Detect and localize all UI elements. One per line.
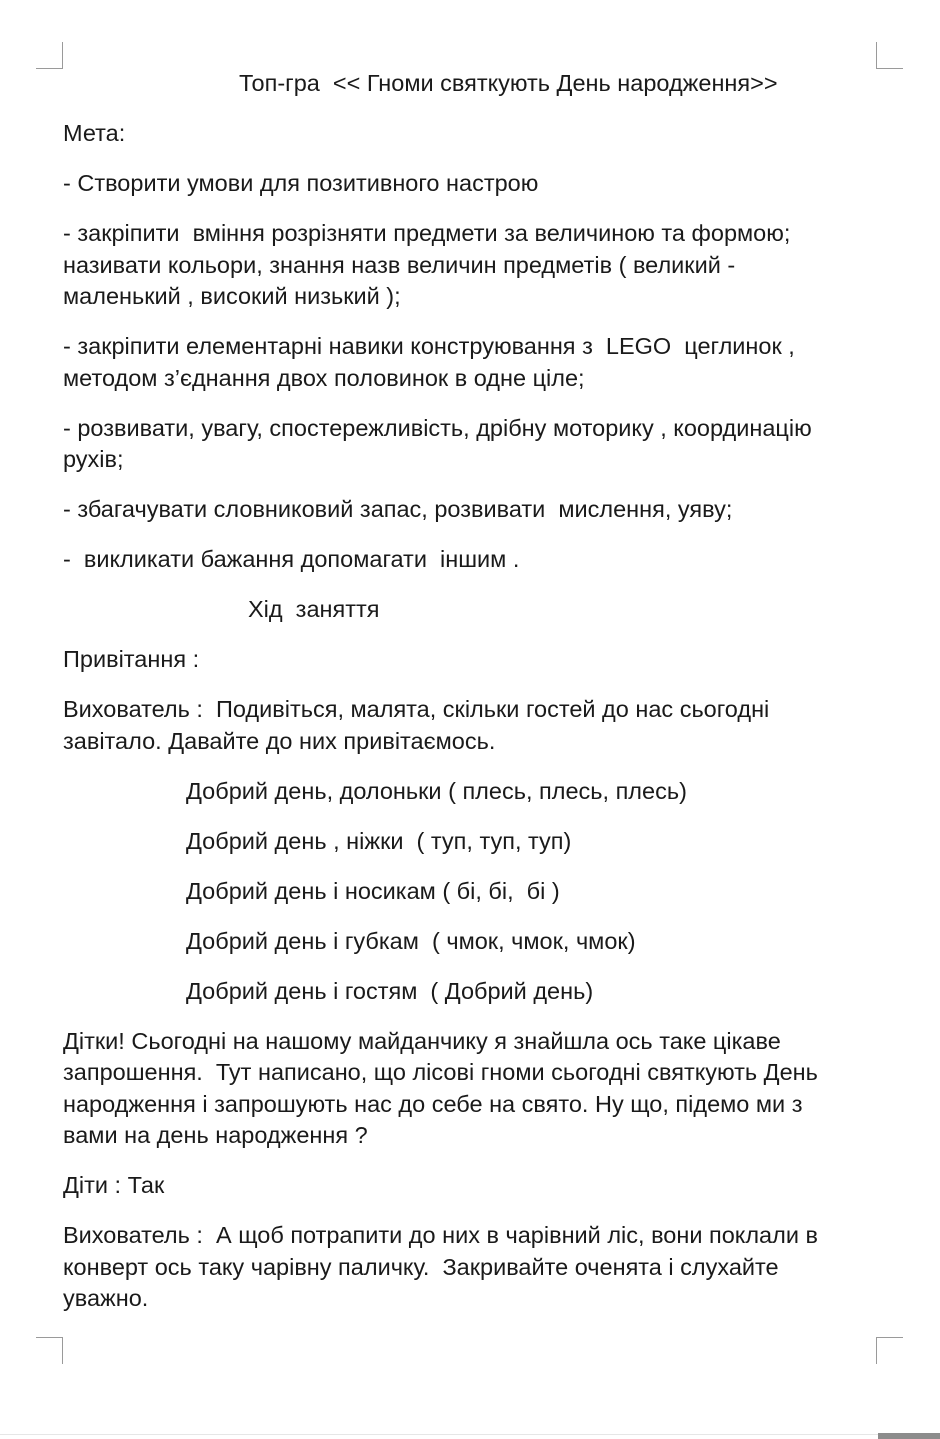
- goal-label: Мета:: [63, 120, 126, 146]
- section-heading: Хід заняття: [248, 596, 380, 622]
- crop-mark-bottom-left: [36, 1337, 63, 1364]
- story-paragraph: Дітки! Сьогодні на нашому майданчику я знайшла ось таке цікаве запрошення. Тут написано, що лісові гноми сьогодні святкують День народження і запрошують нас до себе на свято. Ну що, підемо ми з вами на день народження ?: [63, 1027, 818, 1148]
- page-bottom-divider: [0, 1434, 940, 1435]
- verse-line: Добрий день і губкам ( чмок, чмок, чмок): [186, 927, 636, 954]
- document-title: Топ-гра << Гноми святкують День народження>>: [239, 70, 778, 96]
- greeting-label: Привітання :: [63, 646, 200, 672]
- teacher-intro: Вихователь : Подивіться, малята, скільки гостей до нас сьогодні завітало. Давайте до них привітаємось.: [63, 696, 770, 754]
- teacher-final: Вихователь : А щоб потрапити до них в чарівний ліс, вони поклали в конверт ось таку чарівну паличку. Закривайте оченята і слухайте уважно.: [63, 1222, 818, 1311]
- goal-item: - збагачувати словниковий запас, розвивати мислення, уяву;: [63, 496, 733, 522]
- verse-line: Добрий день, долоньки ( плесь, плесь, плесь): [186, 777, 687, 804]
- verse-line: Добрий день , ніжки ( туп, туп, туп): [186, 827, 572, 854]
- crop-mark-top-right: [876, 42, 903, 69]
- crop-mark-top-left: [36, 42, 63, 69]
- scroll-indicator[interactable]: [878, 1433, 940, 1439]
- goal-item: - закріпити елементарні навики конструювання з LEGO цеглинок , методом з’єднання двох половинок в одне ціле;: [63, 333, 795, 391]
- verse-line: Добрий день і носикам ( бі, бі, бі ): [186, 877, 560, 904]
- goal-item: - викликати бажання допомагати іншим .: [63, 546, 520, 572]
- document-body: [63, 68, 878, 1333]
- children-reply: Діти : Так: [63, 1172, 165, 1198]
- goal-item: - закріпити вміння розрізняти предмети за величиною та формою; називати кольори, знання назв величин предметів ( великий - маленький , високий низький );: [63, 220, 791, 309]
- goal-item: - розвивати, увагу, спостережливість, дрібну моторику , координацію рухів;: [63, 414, 812, 472]
- goal-item: - Створити умови для позитивного настрою: [63, 170, 539, 196]
- crop-mark-bottom-right: [876, 1337, 903, 1364]
- verse-line: Добрий день і гостям ( Добрий день): [186, 977, 594, 1004]
